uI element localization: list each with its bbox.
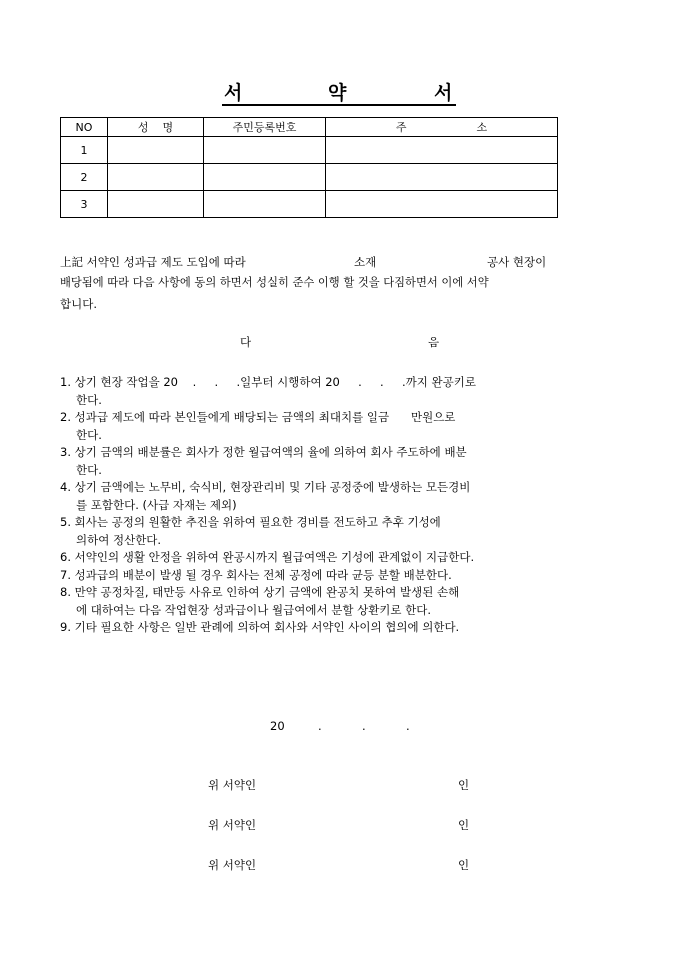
signature-seal-2: 인 xyxy=(458,818,470,832)
address-cell[interactable] xyxy=(326,137,558,164)
intro-text-a: 上記 서약인 성과급 제도 도입에 따라 xyxy=(60,255,246,269)
signature-label-3: 위 서약인 xyxy=(208,858,257,872)
clause-6: 6. 서약인의 생활 안정을 위하여 완공시까지 월급여액은 기성에 관계없이 지급한다. xyxy=(60,550,475,564)
intro-location-label: 소재 xyxy=(354,255,377,269)
title-char-1: 서 xyxy=(224,82,243,104)
clause-list xyxy=(60,374,476,637)
clause-4-cont: 를 포함한다. (사급 자재는 제외) xyxy=(76,497,237,512)
header-no: NO xyxy=(61,118,108,137)
clause-8-cont: 에 대하여는 다음 작업현장 성과급이나 월급여에서 분할 상환키로 한다. xyxy=(76,602,432,617)
clause-3: 3. 상기 금액의 배분률은 회사가 정한 월급여액의 율에 의하여 회사 주도하에 배분 xyxy=(60,445,467,459)
clause-9: 9. 기타 필요한 사항은 일반 관례에 의하여 회사와 서약인 사이의 협의에 의한다. xyxy=(60,620,460,634)
address-cell[interactable] xyxy=(326,191,558,218)
name-cell[interactable] xyxy=(108,191,204,218)
title-char-2: 약 xyxy=(328,82,347,104)
date-year: 20 xyxy=(270,719,285,733)
date-dot-3: . xyxy=(406,719,410,733)
clause-2: 2. 성과급 제도에 따라 본인들에게 배당되는 금액의 최대치를 일금 만원으로 xyxy=(60,410,456,424)
intro-line-3: 합니다. xyxy=(60,297,97,311)
clause-1: 1. 상기 현장 작업을 20 . . .일부터 시행하여 20 . . .까지 완공키로 xyxy=(60,375,476,389)
resident-id-cell[interactable] xyxy=(204,191,326,218)
clause-2-cont: 한다. xyxy=(76,427,102,442)
clause-5: 5. 회사는 공정의 원활한 추진을 위하여 필요한 경비를 전도하고 추후 기성에 xyxy=(60,515,441,529)
row-number: 3 xyxy=(61,191,108,218)
intro-line-1 xyxy=(60,254,246,270)
clause-8: 8. 만약 공정차질, 태만등 사유로 인하여 상기 금액에 완공치 못하여 발생된 손해 xyxy=(60,585,460,599)
clause-1-cont: 한다. xyxy=(76,392,102,407)
heading-right: 음 xyxy=(428,335,440,349)
signature-seal-1: 인 xyxy=(458,778,470,792)
row-number: 2 xyxy=(61,164,108,191)
intro-line-2: 배당됨에 따라 다음 사항에 동의 하면서 성실히 준수 이행 할 것을 다짐하면서 이에 서약 xyxy=(60,276,489,289)
table-row xyxy=(61,164,558,191)
title-char-3: 서 xyxy=(434,82,453,104)
document-title xyxy=(222,78,456,106)
clause-7: 7. 성과급의 배분이 발생 될 경우 회사는 전체 공정에 따라 균등 분할 배분한다. xyxy=(60,567,452,582)
table-row xyxy=(61,191,558,218)
clause-3-cont: 한다. xyxy=(76,462,102,477)
signature-seal-3: 인 xyxy=(458,858,470,872)
heading-left: 다 xyxy=(240,335,252,349)
table-row xyxy=(61,137,558,164)
row-number: 1 xyxy=(61,137,108,164)
header-name: 성 명 xyxy=(108,118,204,137)
clause-5-cont: 의하여 정산한다. xyxy=(76,532,162,547)
date-dot-2: . xyxy=(362,719,366,733)
header-address: 주 소 xyxy=(326,118,558,137)
name-cell[interactable] xyxy=(108,164,204,191)
clause-4: 4. 상기 금액에는 노무비, 숙식비, 현장관리비 및 기타 공정중에 발생하는 모든경비 xyxy=(60,480,471,494)
resident-id-cell[interactable] xyxy=(204,137,326,164)
name-cell[interactable] xyxy=(108,137,204,164)
signature-label-1: 위 서약인 xyxy=(208,778,257,792)
signer-table xyxy=(60,117,558,218)
date-dot-1: . xyxy=(318,719,322,733)
address-cell[interactable] xyxy=(326,164,558,191)
intro-site-label: 공사 현장이 xyxy=(487,255,547,269)
table-header-row xyxy=(61,118,558,137)
signature-label-2: 위 서약인 xyxy=(208,818,257,832)
header-resident-id: 주민등록번호 xyxy=(204,118,326,137)
resident-id-cell[interactable] xyxy=(204,164,326,191)
